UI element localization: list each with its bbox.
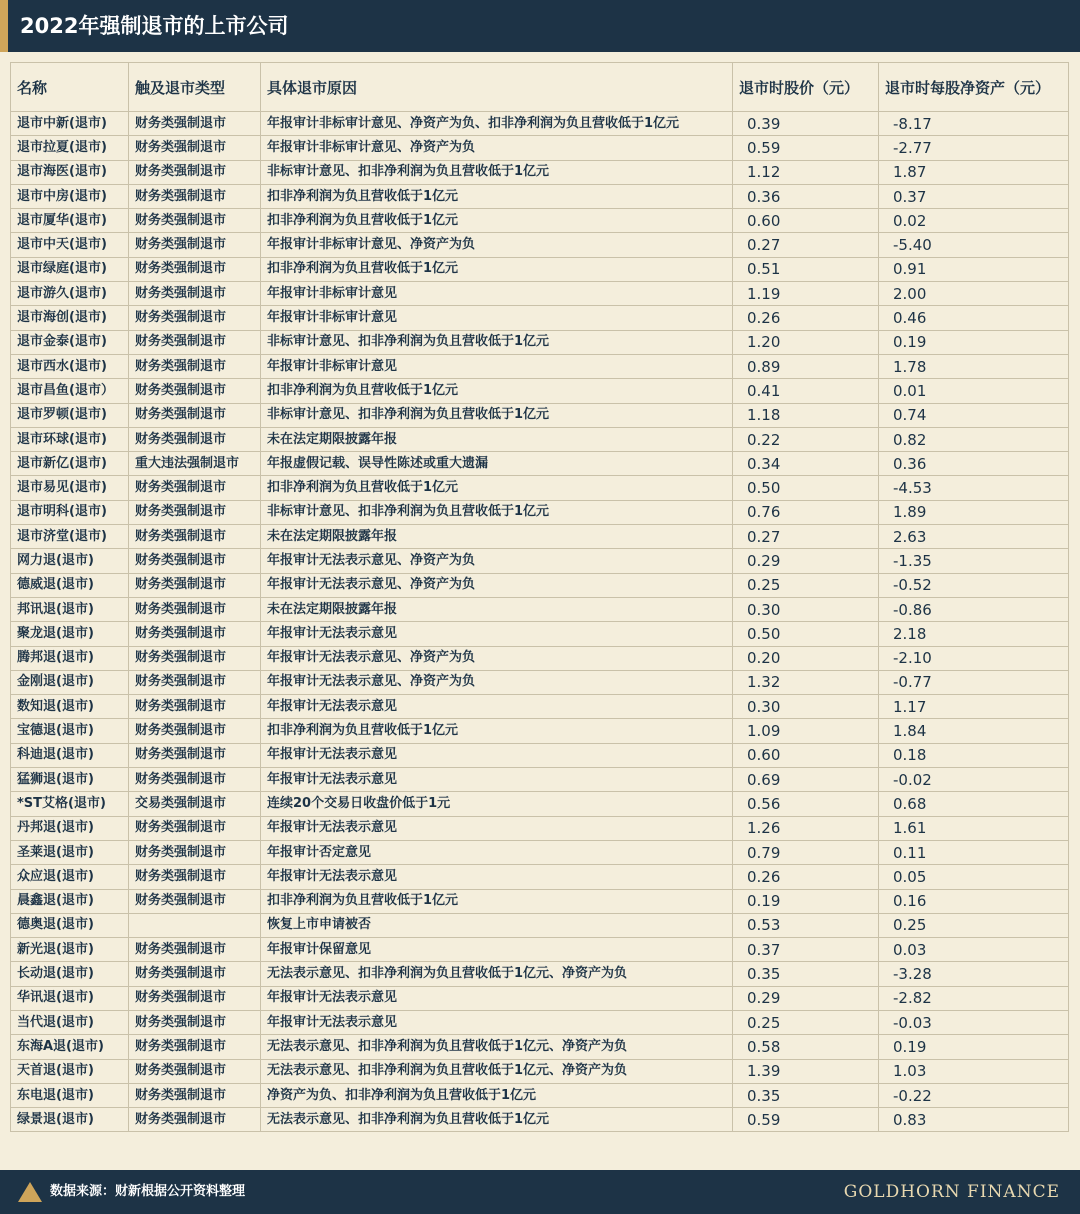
company-name-cell: 退市海医(退市): [11, 160, 129, 184]
delisting-reason-cell: 年报审计无法表示意见: [261, 986, 733, 1010]
delisting-type-cell: 财务类强制退市: [129, 525, 261, 549]
delisting-reason-cell: 非标审计意见、扣非净利润为负且营收低于1亿元: [261, 403, 733, 427]
table-row: [11, 768, 1069, 792]
delisting-type-cell: 财务类强制退市: [129, 112, 261, 136]
table-row: [11, 1083, 1069, 1107]
table-row: [11, 330, 1069, 354]
delisting-type-cell: 财务类强制退市: [129, 427, 261, 451]
price-cell: 0.76: [733, 500, 879, 524]
price-cell: 0.29: [733, 986, 879, 1010]
delisting-type-cell: 财务类强制退市: [129, 379, 261, 403]
table-row: [11, 403, 1069, 427]
company-name-cell: 当代退(退市): [11, 1010, 129, 1034]
delisting-type-cell: 财务类强制退市: [129, 306, 261, 330]
delisting-reason-cell: 年报审计非标审计意见、净资产为负、扣非净利润为负且营收低于1亿元: [261, 112, 733, 136]
company-name-cell: 新光退(退市): [11, 938, 129, 962]
price-cell: 1.20: [733, 330, 879, 354]
table-row: [11, 670, 1069, 694]
delisting-reason-cell: 年报审计无法表示意见: [261, 622, 733, 646]
column-header-reason: 具体退市原因: [261, 63, 733, 112]
net-asset-cell: 0.18: [879, 743, 1069, 767]
delisting-type-cell: 财务类强制退市: [129, 719, 261, 743]
delisting-reason-cell: 扣非净利润为负且营收低于1亿元: [261, 379, 733, 403]
price-cell: 0.19: [733, 889, 879, 913]
net-asset-cell: -0.02: [879, 768, 1069, 792]
net-asset-cell: 0.37: [879, 184, 1069, 208]
table-row: [11, 112, 1069, 136]
net-asset-cell: -2.77: [879, 136, 1069, 160]
table-row: [11, 913, 1069, 937]
company-name-cell: 退市金泰(退市): [11, 330, 129, 354]
delisting-reason-cell: 恢复上市申请被否: [261, 913, 733, 937]
net-asset-cell: -4.53: [879, 476, 1069, 500]
delisting-reason-cell: 年报审计无法表示意见: [261, 1010, 733, 1034]
delisting-reason-cell: 无法表示意见、扣非净利润为负且营收低于1亿元、净资产为负: [261, 962, 733, 986]
table-row: [11, 233, 1069, 257]
delisting-reason-cell: 年报虚假记载、误导性陈述或重大遗漏: [261, 452, 733, 476]
delisting-reason-cell: 非标审计意见、扣非净利润为负且营收低于1亿元: [261, 330, 733, 354]
company-name-cell: 聚龙退(退市): [11, 622, 129, 646]
price-cell: 0.26: [733, 306, 879, 330]
delisting-reason-cell: 非标审计意见、扣非净利润为负且营收低于1亿元: [261, 500, 733, 524]
price-cell: 0.30: [733, 597, 879, 621]
net-asset-cell: 1.87: [879, 160, 1069, 184]
net-asset-cell: 0.11: [879, 840, 1069, 864]
delisting-type-cell: 财务类强制退市: [129, 816, 261, 840]
delisting-type-cell: 财务类强制退市: [129, 986, 261, 1010]
price-cell: 0.60: [733, 743, 879, 767]
delisting-type-cell: 财务类强制退市: [129, 257, 261, 281]
delisting-reason-cell: 净资产为负、扣非净利润为负且营收低于1亿元: [261, 1083, 733, 1107]
delisting-reason-cell: 年报审计无法表示意见: [261, 768, 733, 792]
table-row: [11, 743, 1069, 767]
net-asset-cell: -2.10: [879, 646, 1069, 670]
net-asset-cell: 0.91: [879, 257, 1069, 281]
price-cell: 0.27: [733, 525, 879, 549]
table-row: [11, 816, 1069, 840]
net-asset-cell: 1.17: [879, 695, 1069, 719]
table-row: [11, 986, 1069, 1010]
company-name-cell: 长动退(退市): [11, 962, 129, 986]
price-cell: 0.51: [733, 257, 879, 281]
delisting-reason-cell: 扣非净利润为负且营收低于1亿元: [261, 209, 733, 233]
delisting-reason-cell: 扣非净利润为负且营收低于1亿元: [261, 476, 733, 500]
company-name-cell: 数知退(退市): [11, 695, 129, 719]
delisting-reason-cell: 年报审计否定意见: [261, 840, 733, 864]
column-header-type: 触及退市类型: [129, 63, 261, 112]
company-name-cell: 退市西水(退市): [11, 354, 129, 378]
net-asset-cell: -3.28: [879, 962, 1069, 986]
price-cell: 0.36: [733, 184, 879, 208]
delisting-type-cell: 财务类强制退市: [129, 646, 261, 670]
delisting-type-cell: 财务类强制退市: [129, 1010, 261, 1034]
price-cell: 0.30: [733, 695, 879, 719]
table-header-row: [11, 63, 1069, 112]
net-asset-cell: 1.03: [879, 1059, 1069, 1083]
company-name-cell: 绿景退(退市): [11, 1108, 129, 1132]
table-row: [11, 136, 1069, 160]
delisting-reason-cell: 未在法定期限披露年报: [261, 525, 733, 549]
delisting-type-cell: 财务类强制退市: [129, 354, 261, 378]
table-row: [11, 354, 1069, 378]
price-cell: 0.58: [733, 1035, 879, 1059]
table-row: [11, 282, 1069, 306]
triangle-logo-icon: [18, 1182, 42, 1202]
table-row: [11, 549, 1069, 573]
company-name-cell: 天首退(退市): [11, 1059, 129, 1083]
company-name-cell: 晨鑫退(退市): [11, 889, 129, 913]
delisting-type-cell: 财务类强制退市: [129, 1035, 261, 1059]
delisting-type-cell: 财务类强制退市: [129, 597, 261, 621]
delisting-type-cell: 财务类强制退市: [129, 573, 261, 597]
table-body: [11, 112, 1069, 1132]
net-asset-cell: 1.78: [879, 354, 1069, 378]
company-name-cell: 众应退(退市): [11, 865, 129, 889]
table-row: [11, 160, 1069, 184]
price-cell: 0.56: [733, 792, 879, 816]
delisting-type-cell: 财务类强制退市: [129, 768, 261, 792]
company-name-cell: 退市海创(退市): [11, 306, 129, 330]
delisting-reason-cell: 连续20个交易日收盘价低于1元: [261, 792, 733, 816]
delisting-type-cell: 财务类强制退市: [129, 184, 261, 208]
table-row: [11, 1035, 1069, 1059]
delisting-type-cell: 重大违法强制退市: [129, 452, 261, 476]
page-title: 2022年强制退市的上市公司: [20, 14, 289, 38]
table-row: [11, 597, 1069, 621]
net-asset-cell: 1.84: [879, 719, 1069, 743]
delisting-type-cell: 财务类强制退市: [129, 670, 261, 694]
delisting-type-cell: 财务类强制退市: [129, 1083, 261, 1107]
table-row: [11, 792, 1069, 816]
table-row: [11, 573, 1069, 597]
company-name-cell: 退市新亿(退市): [11, 452, 129, 476]
company-name-cell: 猛狮退(退市): [11, 768, 129, 792]
delisting-type-cell: 财务类强制退市: [129, 500, 261, 524]
net-asset-cell: 2.00: [879, 282, 1069, 306]
price-cell: 0.59: [733, 1108, 879, 1132]
company-name-cell: 退市易见(退市): [11, 476, 129, 500]
table-row: [11, 525, 1069, 549]
delisting-type-cell: 财务类强制退市: [129, 476, 261, 500]
delisting-type-cell: 财务类强制退市: [129, 840, 261, 864]
price-cell: 0.25: [733, 1010, 879, 1034]
net-asset-cell: 0.01: [879, 379, 1069, 403]
company-name-cell: 退市明科(退市): [11, 500, 129, 524]
net-asset-cell: 0.25: [879, 913, 1069, 937]
delisting-reason-cell: 年报审计非标审计意见: [261, 306, 733, 330]
table-row: [11, 257, 1069, 281]
company-name-cell: 德威退(退市): [11, 573, 129, 597]
price-cell: 0.26: [733, 865, 879, 889]
delisting-reason-cell: 未在法定期限披露年报: [261, 597, 733, 621]
company-name-cell: 退市游久(退市): [11, 282, 129, 306]
net-asset-cell: 1.61: [879, 816, 1069, 840]
data-table-container: [10, 62, 1068, 1132]
net-asset-cell: -1.35: [879, 549, 1069, 573]
net-asset-cell: 0.05: [879, 865, 1069, 889]
table-row: [11, 962, 1069, 986]
delisting-reason-cell: 扣非净利润为负且营收低于1亿元: [261, 184, 733, 208]
delisting-type-cell: 财务类强制退市: [129, 695, 261, 719]
table-row: [11, 1010, 1069, 1034]
delisting-reason-cell: 无法表示意见、扣非净利润为负且营收低于1亿元: [261, 1108, 733, 1132]
price-cell: 0.35: [733, 1083, 879, 1107]
delisting-reason-cell: 年报审计非标审计意见、净资产为负: [261, 233, 733, 257]
price-cell: 1.19: [733, 282, 879, 306]
net-asset-cell: 2.63: [879, 525, 1069, 549]
delisting-reason-cell: 年报审计非标审计意见: [261, 282, 733, 306]
company-name-cell: 邦讯退(退市): [11, 597, 129, 621]
net-asset-cell: -0.86: [879, 597, 1069, 621]
delisting-type-cell: 财务类强制退市: [129, 889, 261, 913]
delisting-reason-cell: 年报审计无法表示意见: [261, 743, 733, 767]
net-asset-cell: 0.19: [879, 1035, 1069, 1059]
company-name-cell: 华讯退(退市): [11, 986, 129, 1010]
delisting-reason-cell: 无法表示意见、扣非净利润为负且营收低于1亿元、净资产为负: [261, 1035, 733, 1059]
delisting-type-cell: 财务类强制退市: [129, 330, 261, 354]
table-row: [11, 1108, 1069, 1132]
delisting-reason-cell: 年报审计无法表示意见、净资产为负: [261, 646, 733, 670]
price-cell: 0.37: [733, 938, 879, 962]
delisted-companies-table: [10, 62, 1069, 1132]
table-row: [11, 476, 1069, 500]
table-row: [11, 500, 1069, 524]
delisting-type-cell: 交易类强制退市: [129, 792, 261, 816]
delisting-type-cell: 财务类强制退市: [129, 743, 261, 767]
delisting-reason-cell: 非标审计意见、扣非净利润为负且营收低于1亿元: [261, 160, 733, 184]
price-cell: 0.35: [733, 962, 879, 986]
price-cell: 0.22: [733, 427, 879, 451]
table-row: [11, 306, 1069, 330]
net-asset-cell: 0.03: [879, 938, 1069, 962]
delisting-type-cell: 财务类强制退市: [129, 1108, 261, 1132]
column-header-net-asset: 退市时每股净资产（元）: [879, 63, 1069, 112]
company-name-cell: 德奥退(退市): [11, 913, 129, 937]
net-asset-cell: 0.02: [879, 209, 1069, 233]
price-cell: 1.39: [733, 1059, 879, 1083]
delisting-type-cell: 财务类强制退市: [129, 549, 261, 573]
company-name-cell: 退市中房(退市): [11, 184, 129, 208]
company-name-cell: 退市厦华(退市): [11, 209, 129, 233]
delisting-type-cell: 财务类强制退市: [129, 233, 261, 257]
company-name-cell: 圣莱退(退市): [11, 840, 129, 864]
net-asset-cell: 0.74: [879, 403, 1069, 427]
table-row: [11, 622, 1069, 646]
delisting-reason-cell: 未在法定期限披露年报: [261, 427, 733, 451]
company-name-cell: 科迪退(退市): [11, 743, 129, 767]
company-name-cell: 退市绿庭(退市): [11, 257, 129, 281]
price-cell: 0.53: [733, 913, 879, 937]
company-name-cell: *ST艾格(退市): [11, 792, 129, 816]
company-name-cell: 退市济堂(退市): [11, 525, 129, 549]
delisting-type-cell: 财务类强制退市: [129, 282, 261, 306]
delisting-type-cell: 财务类强制退市: [129, 622, 261, 646]
table-row: [11, 840, 1069, 864]
price-cell: 0.59: [733, 136, 879, 160]
price-cell: 1.26: [733, 816, 879, 840]
company-name-cell: 退市环球(退市): [11, 427, 129, 451]
price-cell: 0.27: [733, 233, 879, 257]
company-name-cell: 退市中天(退市): [11, 233, 129, 257]
title-bar: [0, 0, 1080, 52]
net-asset-cell: -8.17: [879, 112, 1069, 136]
company-name-cell: 东电退(退市): [11, 1083, 129, 1107]
table-row: [11, 646, 1069, 670]
net-asset-cell: -2.82: [879, 986, 1069, 1010]
price-cell: 0.50: [733, 476, 879, 500]
delisting-type-cell: 财务类强制退市: [129, 160, 261, 184]
delisting-type-cell: 财务类强制退市: [129, 136, 261, 160]
net-asset-cell: 0.16: [879, 889, 1069, 913]
price-cell: 0.29: [733, 549, 879, 573]
price-cell: 0.60: [733, 209, 879, 233]
company-name-cell: 东海A退(退市): [11, 1035, 129, 1059]
price-cell: 0.79: [733, 840, 879, 864]
company-name-cell: 退市中新(退市): [11, 112, 129, 136]
footer-bar: [0, 1170, 1080, 1214]
company-name-cell: 网力退(退市): [11, 549, 129, 573]
delisting-reason-cell: 年报审计无法表示意见、净资产为负: [261, 549, 733, 573]
price-cell: 0.69: [733, 768, 879, 792]
price-cell: 1.18: [733, 403, 879, 427]
delisting-reason-cell: 年报审计无法表示意见、净资产为负: [261, 573, 733, 597]
delisting-type-cell: 财务类强制退市: [129, 938, 261, 962]
net-asset-cell: 1.89: [879, 500, 1069, 524]
company-name-cell: 腾邦退(退市): [11, 646, 129, 670]
net-asset-cell: -0.77: [879, 670, 1069, 694]
table-row: [11, 719, 1069, 743]
table-row: [11, 184, 1069, 208]
net-asset-cell: 0.36: [879, 452, 1069, 476]
delisting-type-cell: 财务类强制退市: [129, 403, 261, 427]
delisting-reason-cell: 年报审计非标审计意见: [261, 354, 733, 378]
table-row: [11, 452, 1069, 476]
brand-name: GOLDHORN FINANCE: [843, 1182, 1060, 1202]
table-row: [11, 889, 1069, 913]
net-asset-cell: -0.22: [879, 1083, 1069, 1107]
column-header-price: 退市时股价（元）: [733, 63, 879, 112]
net-asset-cell: 0.82: [879, 427, 1069, 451]
price-cell: 0.20: [733, 646, 879, 670]
table-row: [11, 379, 1069, 403]
company-name-cell: 退市罗顿(退市): [11, 403, 129, 427]
net-asset-cell: -5.40: [879, 233, 1069, 257]
price-cell: 0.41: [733, 379, 879, 403]
price-cell: 0.50: [733, 622, 879, 646]
price-cell: 0.25: [733, 573, 879, 597]
column-header-name: 名称: [11, 63, 129, 112]
price-cell: 1.09: [733, 719, 879, 743]
delisting-type-cell: 财务类强制退市: [129, 962, 261, 986]
delisting-reason-cell: 年报审计非标审计意见、净资产为负: [261, 136, 733, 160]
company-name-cell: 退市昌鱼(退市）: [11, 379, 129, 403]
delisting-reason-cell: 扣非净利润为负且营收低于1亿元: [261, 889, 733, 913]
table-row: [11, 695, 1069, 719]
price-cell: 0.39: [733, 112, 879, 136]
table-row: [11, 209, 1069, 233]
net-asset-cell: 0.19: [879, 330, 1069, 354]
delisting-reason-cell: 年报审计无法表示意见、净资产为负: [261, 670, 733, 694]
delisting-type-cell: 财务类强制退市: [129, 865, 261, 889]
net-asset-cell: 0.83: [879, 1108, 1069, 1132]
net-asset-cell: -0.52: [879, 573, 1069, 597]
net-asset-cell: 0.68: [879, 792, 1069, 816]
price-cell: 1.32: [733, 670, 879, 694]
delisting-reason-cell: 年报审计保留意见: [261, 938, 733, 962]
net-asset-cell: 2.18: [879, 622, 1069, 646]
delisting-reason-cell: 无法表示意见、扣非净利润为负且营收低于1亿元、净资产为负: [261, 1059, 733, 1083]
price-cell: 0.89: [733, 354, 879, 378]
delisting-reason-cell: 扣非净利润为负且营收低于1亿元: [261, 719, 733, 743]
company-name-cell: 丹邦退(退市): [11, 816, 129, 840]
delisting-type-cell: [129, 913, 261, 937]
net-asset-cell: -0.03: [879, 1010, 1069, 1034]
delisting-type-cell: 财务类强制退市: [129, 1059, 261, 1083]
table-row: [11, 1059, 1069, 1083]
delisting-reason-cell: 年报审计无法表示意见: [261, 865, 733, 889]
delisting-reason-cell: 年报审计无法表示意见: [261, 816, 733, 840]
net-asset-cell: 0.46: [879, 306, 1069, 330]
company-name-cell: 宝德退(退市): [11, 719, 129, 743]
delisting-reason-cell: 年报审计无法表示意见: [261, 695, 733, 719]
price-cell: 0.34: [733, 452, 879, 476]
company-name-cell: 金刚退(退市): [11, 670, 129, 694]
delisting-reason-cell: 扣非净利润为负且营收低于1亿元: [261, 257, 733, 281]
price-cell: 1.12: [733, 160, 879, 184]
table-row: [11, 427, 1069, 451]
company-name-cell: 退市拉夏(退市): [11, 136, 129, 160]
table-row: [11, 938, 1069, 962]
delisting-type-cell: 财务类强制退市: [129, 209, 261, 233]
table-row: [11, 865, 1069, 889]
data-source-note: 数据来源：财新根据公开资料整理: [50, 1184, 246, 1199]
